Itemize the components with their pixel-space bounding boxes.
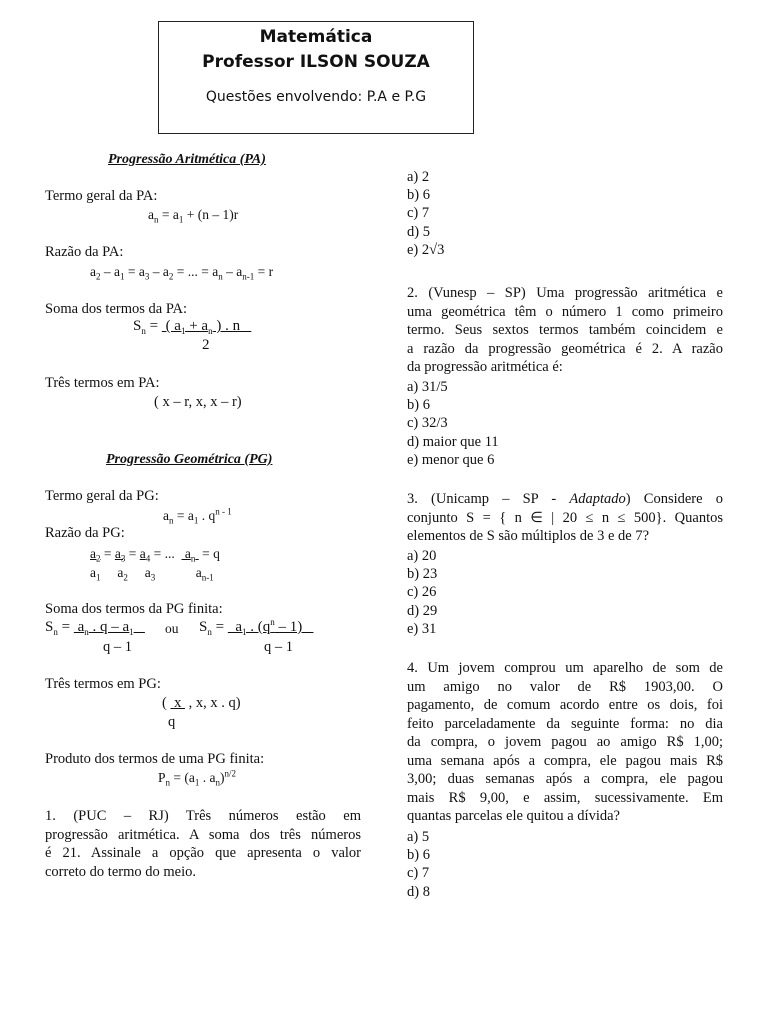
option: d) 29 (407, 602, 438, 619)
option: c) 7 (407, 865, 430, 882)
question-2-line: a razão da progressão geométrica é 2. A razão (407, 340, 723, 357)
question-2-options (407, 378, 499, 469)
question-1-line: progressão aritmética. A soma dos três números (45, 826, 361, 843)
option: d) 5 (407, 223, 430, 240)
question-4-line: da compra, o jovem pagou ao amigo R$ 1,00; (407, 734, 723, 750)
pg-termo-geral-formula: $a_n = a_1$ . $q^{n - 1}$ (163, 506, 232, 526)
question-2-line: da progressão aritmética é: (407, 359, 563, 375)
pg-heading: Progressão Geométrica (PG) (106, 452, 273, 467)
question-4-line: 3,00; duas semanas após a compra, ele pagou (407, 771, 723, 787)
option: d) 8 (407, 883, 430, 900)
pa-soma-denominator: 2 (202, 337, 210, 353)
pa-tres-label: Três termos em PA: (45, 375, 160, 391)
option: b) 6 (407, 187, 430, 204)
question-4-line: um amigo no valor de R$ 1903,00. O (407, 678, 723, 695)
pg-soma-denominator-2: q – 1 (264, 639, 293, 655)
option: b) 6 (407, 397, 430, 414)
option: e) 2√3 (407, 241, 445, 258)
question-4-line: 4. Um jovem comprou um aparelho de som de (407, 660, 723, 676)
pg-razao-denominators: $a_1$ $a_2$ $a_3$ $a_{n-1}$ (90, 565, 214, 583)
question-1-line: 1. (PUC – RJ) Três números estão em (45, 808, 361, 824)
question-1-line: é 21. Assinale a opção que apresenta o valor (45, 845, 361, 861)
question-4-line: mais R$ 9,00, e assim, sucessivamente. Em (407, 789, 723, 806)
pa-tres-formula: ( x – r, x, x – r) (154, 394, 242, 410)
question-4-options (407, 828, 430, 901)
pg-produto-formula: $P_n = (a_1$ . $a_n)^{n/2}$ (158, 768, 237, 788)
question-1-line: correto do termo do meio. (45, 863, 196, 880)
question-2-line: 2. (Vunesp – SP) Uma progressão aritmética e (407, 285, 723, 301)
page-title: Matemática (259, 27, 373, 47)
pg-soma-formula-2: $S_n = a_1$ . $(q^n - 1)$ (199, 617, 314, 637)
pa-termo-geral-formula: $a_n = a_1 + (n - 1)r$ (148, 207, 239, 225)
option: c) 26 (407, 584, 437, 601)
question-4-line: quantas parcelas ele quitou a dívida? (407, 808, 620, 824)
pa-razao-label: Razão da PA: (45, 244, 124, 260)
question-1 (45, 807, 361, 881)
pg-razao-label: Razão da PG: (45, 525, 125, 541)
pg-produto-label: Produto dos termos de uma PG finita: (45, 751, 265, 767)
question-3 (407, 490, 723, 546)
page-subtitle: Questões envolvendo: P.A e P.G (205, 89, 427, 105)
professor-name: Professor ILSON SOUZA (202, 52, 430, 72)
question-2-line: termo. Seus sextos termos também coincidem e (407, 322, 723, 338)
pa-heading: Progressão Aritmética (PA) (108, 152, 266, 167)
header-box (158, 21, 474, 134)
question-4 (407, 659, 723, 826)
question-3-options (407, 547, 437, 638)
pg-termo-geral-label: Termo geral da PG: (45, 488, 159, 504)
pg-tres-formula: ( x , x, x . q) (162, 695, 241, 711)
question-2 (407, 284, 723, 377)
pg-soma-formula-1: $S_n = a_n$ . q – $a_1$ (45, 619, 134, 637)
question-3-line: 3. (Unicamp – SP - Adaptado) Considere o (407, 491, 723, 507)
question-4-line: feito parceladamente da seguinte forma: no dia (407, 715, 723, 732)
pa-soma-label: Soma dos termos da PA: (45, 301, 188, 317)
pg-soma-label: Soma dos termos da PG finita: (45, 601, 223, 617)
option: a) 31/5 (407, 379, 448, 395)
option: a) 2 (407, 169, 430, 185)
pg-tres-label: Três termos em PG: (45, 676, 161, 692)
option: e) menor que 6 (407, 451, 495, 468)
question-3-line: conjunto S = { n ∈ | 20 ≤ n ≤ 500}. Quantos (407, 509, 723, 526)
option: b) 23 (407, 566, 438, 583)
question-1-options (407, 168, 444, 259)
question-4-line: pagamento, de comum acordo entre os dois, foi (407, 697, 723, 713)
question-3-line: elementos de S são múltiplos de 3 e de 7? (407, 528, 650, 544)
pg-razao-formula: $a_2 = a_3 = a_4$ = ... $a_n = q$ (90, 546, 220, 564)
pg-soma-ou: ou (165, 621, 179, 636)
option: a) 20 (407, 548, 437, 564)
pa-soma-formula: $S_n$ = ( $a_1 + a_n$ ) . n (133, 318, 252, 336)
option: c) 7 (407, 205, 430, 222)
pa-razao-formula: $a_2 - a_1 = a_3 - a_2$ = ... = $a_n - a_{n-1} = r$ (90, 264, 274, 282)
option: b) 6 (407, 847, 430, 864)
pg-tres-denominator: q (168, 714, 176, 730)
pa-termo-geral-label: Termo geral da PA: (45, 188, 158, 204)
question-2-line: uma geométrica têm o número 1 como primeiro (407, 303, 723, 320)
option: c) 32/3 (407, 415, 448, 432)
option: e) 31 (407, 620, 437, 637)
option: a) 5 (407, 829, 430, 845)
question-4-line: uma semana após a compra, ele pagou mais R$ (407, 752, 723, 769)
pg-soma-denominator-1: q – 1 (103, 639, 132, 655)
option: d) maior que 11 (407, 433, 499, 450)
